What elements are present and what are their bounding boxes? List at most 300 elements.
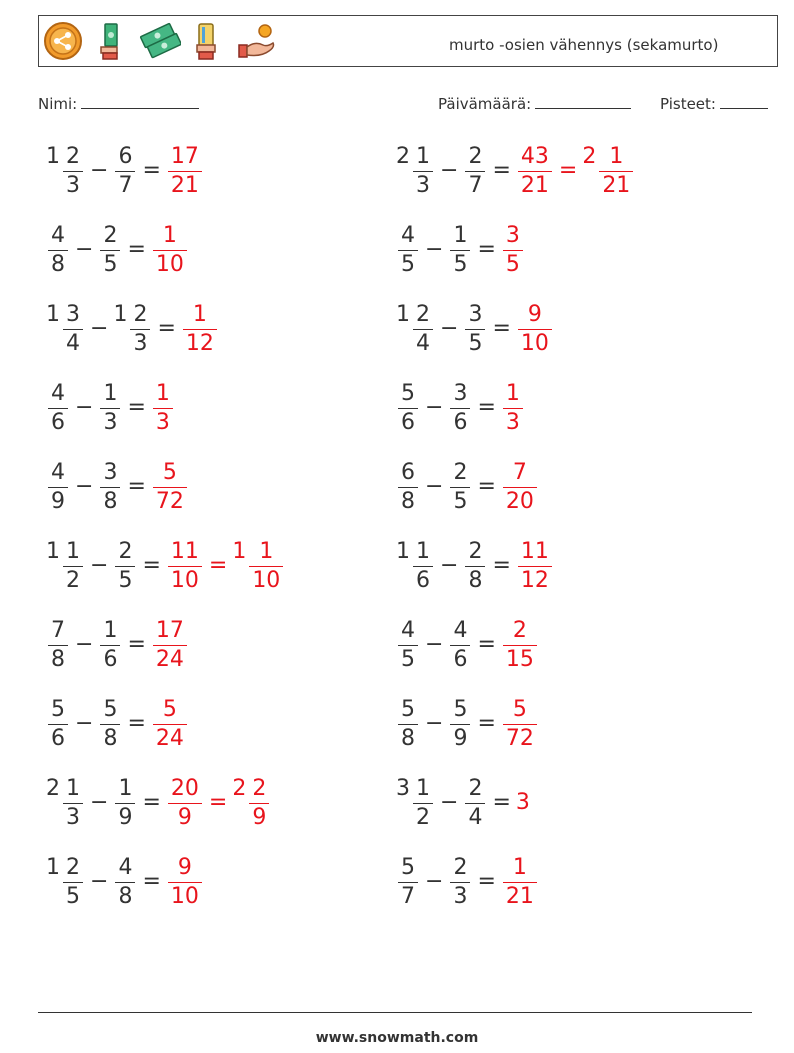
- answer: [166, 776, 271, 829]
- answer-fraction-bar: [503, 250, 523, 251]
- problem-13: [46, 614, 189, 674]
- subtrahend-fraction-bar: [465, 803, 485, 804]
- score-label: Pisteet:: [660, 95, 716, 113]
- subtrahend-number: [463, 776, 487, 829]
- minus-sign: −: [75, 631, 94, 657]
- minus-sign: −: [75, 236, 94, 262]
- answer-mixed-whole: 2: [582, 143, 597, 169]
- minuend-fraction: [413, 775, 433, 830]
- subtrahend-numerator: 2: [133, 301, 148, 327]
- minuend-number: [46, 381, 70, 434]
- subtrahend-denominator: 3: [133, 330, 148, 356]
- problem-2: [396, 140, 635, 200]
- answer-fraction-bar: [518, 329, 552, 330]
- coin-share-icon: [43, 21, 85, 61]
- answer: [151, 697, 189, 750]
- subtrahend-numerator: 1: [103, 380, 118, 406]
- answer-fraction-bar: [168, 566, 202, 567]
- minuend-fraction: [413, 301, 433, 356]
- header-box: [38, 15, 778, 67]
- minuend-fraction-bar: [398, 408, 418, 409]
- subtrahend-denominator: 6: [103, 646, 118, 672]
- answer-fraction: [153, 617, 187, 672]
- answer-numerator: 2: [512, 617, 527, 643]
- name-label: Nimi:: [38, 95, 78, 113]
- equals-sign: =: [492, 552, 511, 578]
- subtrahend-fraction-bar: [115, 171, 135, 172]
- subtrahend-number: [113, 144, 137, 197]
- answer-fraction-bar: [503, 408, 523, 409]
- answer-fraction: [168, 775, 202, 830]
- minuend-number: [46, 539, 85, 592]
- subtrahend-numerator: 2: [468, 143, 483, 169]
- answer: [516, 302, 554, 355]
- answer-fraction-bar: [503, 645, 537, 646]
- answer: [151, 618, 189, 671]
- answer-numerator: 11: [170, 538, 199, 564]
- answer-fraction: [153, 459, 187, 514]
- header-icons: [43, 21, 277, 61]
- subtrahend-fraction-bar: [130, 329, 150, 330]
- minuend-fraction-bar: [48, 487, 68, 488]
- answer-number: [151, 460, 189, 513]
- minuend-denominator: 6: [401, 409, 415, 435]
- minuend-denominator: 8: [51, 251, 65, 277]
- subtrahend-number: [98, 381, 122, 434]
- subtrahend-number: [98, 697, 122, 750]
- subtrahend-fraction-bar: [450, 408, 470, 409]
- answer-number: [181, 302, 219, 355]
- minuend-numerator: 2: [66, 143, 80, 169]
- answer-denominator: 12: [520, 567, 549, 593]
- answer-number: [166, 539, 204, 592]
- subtrahend-number: [113, 302, 152, 355]
- answer-denominator: 21: [505, 883, 534, 909]
- subtrahend-fraction-bar: [100, 724, 120, 725]
- subtrahend-number: [448, 697, 472, 750]
- minus-sign: −: [75, 394, 94, 420]
- subtrahend-numerator: 2: [468, 538, 483, 564]
- answer-fraction: [168, 854, 202, 909]
- answer-numerator: 3: [505, 222, 520, 248]
- answer-numerator: 1: [505, 380, 520, 406]
- equals-sign: =: [157, 315, 176, 341]
- problem-6: [396, 298, 554, 358]
- answer: [166, 855, 204, 908]
- problem-7: [46, 377, 175, 437]
- answer-number: [166, 144, 204, 197]
- answer-denominator: 20: [505, 488, 534, 514]
- subtrahend-denominator: 8: [103, 725, 118, 751]
- answer-fraction-bar: [168, 171, 202, 172]
- minuend-fraction: [63, 301, 83, 356]
- answer-numerator: 9: [527, 301, 542, 327]
- minuend-fraction-bar: [413, 171, 433, 172]
- minuend-denominator: 7: [401, 883, 415, 909]
- answer-numerator: 5: [512, 696, 527, 722]
- subtrahend-denominator: 5: [468, 330, 483, 356]
- minuend-fraction-bar: [48, 408, 68, 409]
- equals-sign: =: [127, 473, 146, 499]
- subtrahend-numerator: 1: [103, 617, 118, 643]
- answer-mixed-fraction-bar: [249, 803, 269, 804]
- minus-sign: −: [425, 631, 444, 657]
- minuend-number: [396, 539, 435, 592]
- problem-10: [396, 456, 539, 516]
- answer-number: [516, 539, 554, 592]
- minuend-fraction-bar: [398, 724, 418, 725]
- minuend-numerator: 4: [401, 222, 415, 248]
- minuend-fraction: [48, 696, 68, 751]
- minuend-denominator: 5: [401, 251, 415, 277]
- subtrahend-fraction: [450, 854, 470, 909]
- minuend-denominator: 3: [66, 172, 80, 198]
- subtrahend-number: [448, 855, 472, 908]
- minuend-number: [46, 223, 70, 276]
- subtrahend-fraction-bar: [100, 408, 120, 409]
- equals-sign: =: [477, 868, 496, 894]
- minuend-fraction-bar: [413, 803, 433, 804]
- answer-numerator: 5: [162, 696, 177, 722]
- subtrahend-fraction: [100, 459, 120, 514]
- answer-mixed-numerator: 2: [252, 775, 267, 801]
- answer-numerator: 1: [512, 854, 527, 880]
- subtrahend-numerator: 3: [453, 380, 468, 406]
- answer-number: [501, 460, 539, 513]
- minuend-whole: 2: [46, 775, 60, 801]
- subtrahend-fraction: [450, 380, 470, 435]
- minuend-whole: 2: [396, 143, 410, 169]
- minuend-number: [46, 776, 85, 829]
- minuend-fraction: [48, 222, 68, 277]
- answer: [151, 381, 175, 434]
- minuend-fraction-bar: [63, 566, 83, 567]
- answer-mixed-fraction: [599, 143, 633, 198]
- answer-numerator: 5: [162, 459, 177, 485]
- minuend-whole: 1: [46, 143, 60, 169]
- answer-fraction-bar: [168, 803, 202, 804]
- subtrahend-numerator: 4: [118, 854, 133, 880]
- answer-denominator: 24: [155, 725, 184, 751]
- answer-fraction: [503, 459, 537, 514]
- answer-fraction-bar: [503, 882, 537, 883]
- problem-15: [46, 693, 189, 753]
- subtrahend-denominator: 7: [118, 172, 133, 198]
- answer-numerator: 1: [155, 380, 170, 406]
- subtrahend-fraction-bar: [465, 566, 485, 567]
- subtrahend-denominator: 3: [103, 409, 118, 435]
- equals-sign: =: [492, 789, 511, 815]
- minuend-fraction: [398, 459, 418, 514]
- subtrahend-number: [113, 855, 137, 908]
- answer-denominator: 21: [520, 172, 549, 198]
- minuend-numerator: 1: [66, 538, 80, 564]
- subtrahend-denominator: 5: [118, 567, 133, 593]
- minus-sign: −: [90, 868, 109, 894]
- minuend-denominator: 4: [416, 330, 430, 356]
- answer-fraction: [518, 538, 552, 593]
- problem-9: [46, 456, 189, 516]
- answer-fraction: [518, 301, 552, 356]
- minuend-whole: 3: [396, 775, 410, 801]
- subtrahend-denominator: 3: [453, 883, 468, 909]
- subtrahend-fraction: [450, 459, 470, 514]
- answer-fraction: [503, 696, 537, 751]
- subtrahend-number: [463, 539, 487, 592]
- answer-numerator: 43: [520, 143, 549, 169]
- answer-mixed-denominator: 10: [252, 567, 281, 593]
- subtrahend-numerator: 2: [453, 854, 468, 880]
- answer-number: [501, 223, 525, 276]
- answer-number: [516, 790, 531, 815]
- minuend-denominator: 3: [66, 804, 80, 830]
- subtrahend-denominator: 5: [103, 251, 118, 277]
- answer-mixed-denominator: 21: [602, 172, 631, 198]
- minuend-fraction: [63, 775, 83, 830]
- subtrahend-numerator: 1: [118, 775, 133, 801]
- subtrahend-fraction: [100, 380, 120, 435]
- subtrahend-denominator: 4: [468, 804, 483, 830]
- subtrahend-fraction-bar: [450, 487, 470, 488]
- answer-numerator: 20: [170, 775, 199, 801]
- minuend-whole: 1: [46, 538, 60, 564]
- subtrahend-fraction-bar: [465, 329, 485, 330]
- subtrahend-number: [448, 460, 472, 513]
- date-label: Päivämäärä:: [438, 95, 532, 113]
- equals-sign: =: [127, 631, 146, 657]
- minuend-number: [46, 302, 85, 355]
- problem-14: [396, 614, 539, 674]
- subtrahend-number: [448, 381, 472, 434]
- answer-numerator: 7: [512, 459, 527, 485]
- minuend-denominator: 4: [66, 330, 80, 356]
- answer-number: [151, 381, 175, 434]
- minus-sign: −: [425, 236, 444, 262]
- subtrahend-fraction-bar: [115, 566, 135, 567]
- problem-17: [46, 772, 271, 832]
- minuend-fraction: [63, 143, 83, 198]
- minuend-numerator: 2: [416, 301, 430, 327]
- name-line: [81, 94, 199, 109]
- answer-number: [166, 855, 204, 908]
- equals-sign: =: [477, 710, 496, 736]
- subtrahend-fraction: [100, 696, 120, 751]
- answer-fraction: [503, 617, 537, 672]
- subtrahend-denominator: 8: [468, 567, 483, 593]
- answer-denominator: 21: [170, 172, 199, 198]
- answer-fraction-bar: [503, 724, 537, 725]
- answer-mixed-number: [582, 144, 635, 197]
- answer-numerator: 17: [170, 143, 199, 169]
- answer-fraction-bar: [168, 882, 202, 883]
- subtrahend-fraction-bar: [450, 250, 470, 251]
- minus-sign: −: [75, 473, 94, 499]
- answer: [516, 539, 554, 592]
- problem-3: [46, 219, 189, 279]
- equals-sign: =: [142, 789, 161, 815]
- minuend-fraction-bar: [63, 329, 83, 330]
- answer: [501, 855, 539, 908]
- subtrahend-numerator: 2: [468, 775, 483, 801]
- equals-sign: =: [142, 552, 161, 578]
- minuend-fraction: [398, 696, 418, 751]
- minuend-fraction-bar: [48, 645, 68, 646]
- score-line: [720, 94, 768, 109]
- subtrahend-number: [98, 618, 122, 671]
- answer: [181, 302, 219, 355]
- answer-fraction: [168, 143, 202, 198]
- answer-mixed-numerator: 1: [609, 143, 624, 169]
- answer: [501, 618, 539, 671]
- problem-1: [46, 140, 204, 200]
- problem-11: [46, 535, 285, 595]
- subtrahend-denominator: 7: [468, 172, 483, 198]
- minuend-numerator: 4: [51, 459, 65, 485]
- minuend-numerator: 5: [51, 696, 65, 722]
- answer-number: [501, 381, 525, 434]
- subtrahend-fraction: [100, 222, 120, 277]
- equals-sign: =: [477, 473, 496, 499]
- minuend-denominator: 8: [51, 646, 65, 672]
- subtrahend-fraction-bar: [115, 882, 135, 883]
- subtrahend-fraction-bar: [450, 882, 470, 883]
- answer-fraction-bar: [153, 487, 187, 488]
- minuend-numerator: 5: [401, 854, 415, 880]
- answer: [501, 223, 525, 276]
- subtrahend-fraction: [450, 222, 470, 277]
- minuend-fraction-bar: [63, 171, 83, 172]
- minuend-whole: 1: [396, 301, 410, 327]
- answer: [151, 460, 189, 513]
- answer-equals-sign: =: [208, 789, 228, 815]
- minuend-fraction: [413, 143, 433, 198]
- answer-fraction: [168, 538, 202, 593]
- answer-denominator: 10: [170, 883, 199, 909]
- minuend-fraction: [413, 538, 433, 593]
- subtrahend-number: [448, 618, 472, 671]
- minus-sign: −: [440, 315, 459, 341]
- subtrahend-fraction-bar: [115, 803, 135, 804]
- answer-denominator: 10: [520, 330, 549, 356]
- minuend-denominator: 3: [416, 172, 430, 198]
- answer-number: [501, 618, 539, 671]
- minuend-number: [396, 855, 420, 908]
- answer-denominator: 24: [155, 646, 184, 672]
- answer-equals-sign: =: [558, 157, 578, 183]
- subtrahend-fraction: [465, 538, 485, 593]
- minuend-numerator: 6: [401, 459, 415, 485]
- minuend-fraction: [398, 854, 418, 909]
- answer-number: [166, 776, 204, 829]
- answer-number: [151, 697, 189, 750]
- subtrahend-denominator: 9: [453, 725, 468, 751]
- minuend-numerator: 4: [51, 380, 65, 406]
- equals-sign: =: [127, 710, 146, 736]
- minus-sign: −: [75, 710, 94, 736]
- answer-mixed-numerator: 1: [259, 538, 274, 564]
- answer: [501, 460, 539, 513]
- subtrahend-denominator: 8: [103, 488, 118, 514]
- minuend-number: [396, 776, 435, 829]
- minus-sign: −: [440, 789, 459, 815]
- minus-sign: −: [425, 710, 444, 736]
- subtrahend-whole: 1: [113, 301, 128, 327]
- minuend-fraction-bar: [413, 329, 433, 330]
- answer-mixed-fraction: [249, 538, 283, 593]
- subtrahend-denominator: 6: [453, 646, 468, 672]
- minuend-whole: 1: [46, 854, 60, 880]
- minuend-number: [46, 697, 70, 750]
- answer-numerator: 17: [155, 617, 184, 643]
- answer: [166, 144, 204, 197]
- subtrahend-fraction: [115, 143, 135, 198]
- answer-mixed-fraction-bar: [599, 171, 633, 172]
- minuend-numerator: 7: [51, 617, 65, 643]
- minuend-fraction-bar: [398, 882, 418, 883]
- subtrahend-number: [98, 223, 122, 276]
- minuend-denominator: 8: [401, 488, 415, 514]
- minuend-fraction-bar: [48, 724, 68, 725]
- answer-mixed-number: [232, 539, 285, 592]
- subtrahend-fraction-bar: [465, 171, 485, 172]
- footer-url: www.snowmath.com: [315, 1030, 479, 1046]
- subtrahend-number: [98, 460, 122, 513]
- subtrahend-numerator: 6: [118, 143, 133, 169]
- minuend-numerator: 1: [416, 143, 430, 169]
- answer-mixed-denominator: 9: [252, 804, 267, 830]
- answer-fraction: [153, 222, 187, 277]
- answer-fraction-bar: [153, 250, 187, 251]
- minus-sign: −: [440, 552, 459, 578]
- answer-fraction-bar: [518, 171, 552, 172]
- subtrahend-fraction: [465, 775, 485, 830]
- minus-sign: −: [90, 789, 109, 815]
- answer-denominator: 3: [505, 409, 520, 435]
- minuend-denominator: 6: [51, 409, 65, 435]
- footer-divider: [38, 1012, 752, 1013]
- subtrahend-fraction: [130, 301, 150, 356]
- minuend-denominator: 5: [401, 646, 415, 672]
- minuend-fraction-bar: [63, 803, 83, 804]
- subtrahend-numerator: 2: [118, 538, 133, 564]
- answer-numerator: 9: [177, 854, 192, 880]
- minuend-number: [396, 618, 420, 671]
- minuend-numerator: 5: [401, 696, 415, 722]
- money-stack-icon: [139, 21, 181, 61]
- answer: [166, 539, 285, 592]
- minuend-fraction: [48, 617, 68, 672]
- answer-fraction-bar: [153, 645, 187, 646]
- subtrahend-denominator: 8: [118, 883, 133, 909]
- answer-number: [501, 855, 539, 908]
- answer: [516, 790, 531, 815]
- hand-card-icon: [187, 21, 229, 61]
- problem-16: [396, 693, 539, 753]
- subtrahend-numerator: 2: [103, 222, 118, 248]
- subtrahend-fraction-bar: [450, 724, 470, 725]
- subtrahend-numerator: 3: [468, 301, 483, 327]
- subtrahend-numerator: 5: [103, 696, 118, 722]
- hand-coin-icon: [235, 21, 277, 61]
- answer: [501, 697, 539, 750]
- answer: [516, 144, 635, 197]
- minuend-numerator: 4: [51, 222, 65, 248]
- problem-4: [396, 219, 525, 279]
- minus-sign: −: [425, 473, 444, 499]
- subtrahend-number: [463, 302, 487, 355]
- answer-numerator: 11: [520, 538, 549, 564]
- answer-numerator: 1: [162, 222, 177, 248]
